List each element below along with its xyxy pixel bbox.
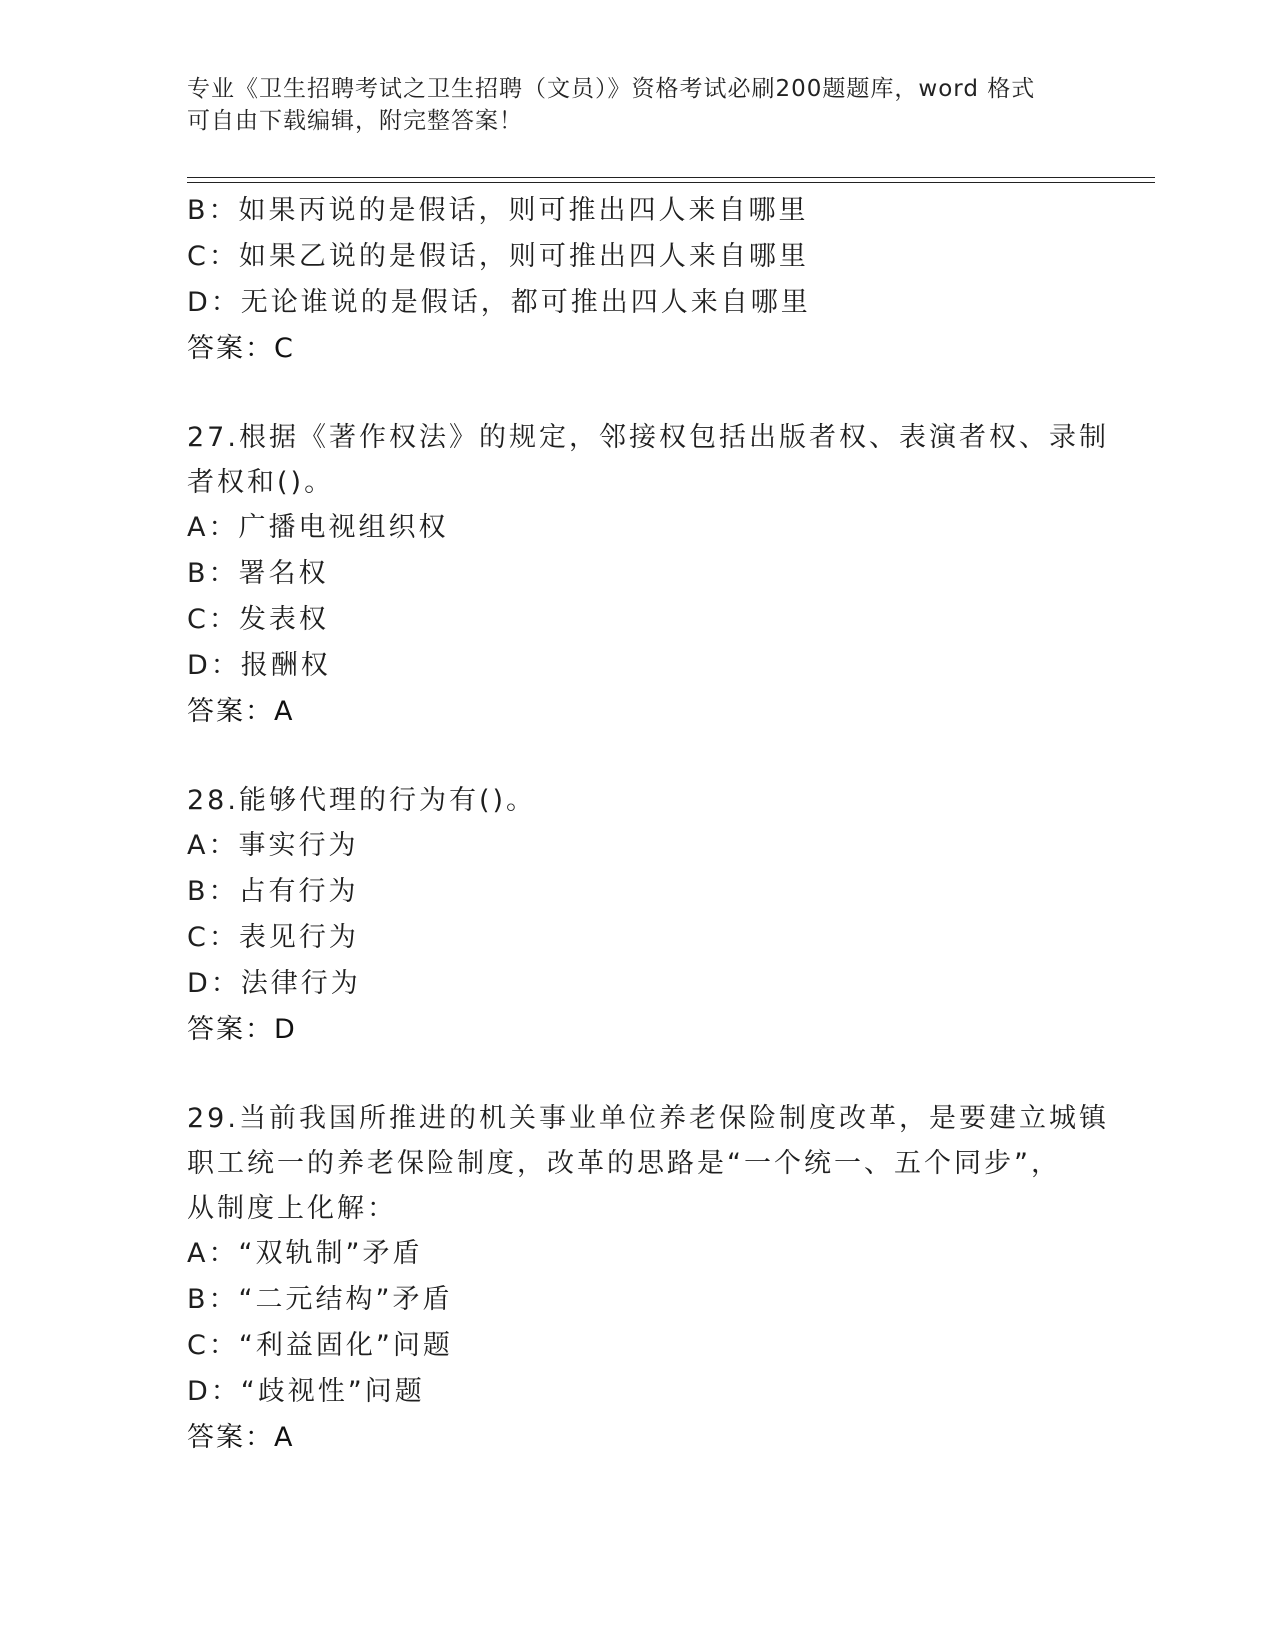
option-key: D： [187,287,241,318]
option-text: 表见行为 [238,922,359,953]
header-line-1: 专业《卫生招聘考试之卫生招聘（文员）》资格考试必刷200题题库，word 格式 [187,76,1036,102]
option-a [187,1231,1087,1277]
option-key: B： [187,876,239,907]
option-a [187,505,1087,551]
answer-line: 答案：A [187,696,295,727]
option-d [187,1369,1087,1415]
option-text: “双轨制”矛盾 [238,1238,423,1269]
header-divider-top [187,177,1155,178]
option-key: B： [187,195,239,226]
prev-question-block [187,188,1087,372]
option-key: C： [187,604,239,635]
question-stem: 从制度上化解： [187,1193,397,1224]
header-line-2: 可自由下载编辑，附完整答案！ [187,108,523,134]
option-key: A： [187,512,239,543]
option-c [187,1323,1087,1369]
option-b [187,1277,1087,1323]
option-a [187,823,1087,869]
option-d [187,643,1087,689]
option-key: D： [187,968,241,999]
option-d [187,961,1087,1007]
option-text: 事实行为 [238,830,359,861]
option-key: A： [187,830,239,861]
option-text: “二元结构”矛盾 [238,1284,453,1315]
option-key: C： [187,922,239,953]
option-text: 广播电视组织权 [238,512,449,543]
spacer [187,735,1087,778]
option-d [187,280,1087,326]
option-text: 占有行为 [238,876,359,907]
option-key: D： [187,1376,241,1407]
answer-line: 答案：D [187,1014,297,1045]
document-header [187,73,1087,137]
option-key: D： [187,650,241,681]
question-29 [187,1096,1109,1461]
option-key: C： [187,241,239,272]
question-stem: 职工统一的养老保险制度，改革的思路是“一个统一、五个同步”， [187,1148,1061,1179]
option-key: C： [187,1330,239,1361]
question-stem: 者权和()。 [187,467,335,498]
option-c [187,915,1087,961]
option-b [187,551,1087,597]
option-b [187,188,1087,234]
option-text: “利益固化”问题 [238,1330,453,1361]
spacer [187,372,1087,415]
question-28 [187,778,1087,1053]
option-text: 无论谁说的是假话，都可推出四人来自哪里 [240,287,811,318]
question-stem: 29.当前我国所推进的机关事业单位养老保险制度改革，是要建立城镇 [187,1103,1109,1134]
header-divider-bottom [187,182,1155,183]
option-key: A： [187,1238,239,1269]
option-b [187,869,1087,915]
option-key: B： [187,558,239,589]
question-stem: 28.能够代理的行为有()。 [187,785,537,816]
option-c [187,597,1087,643]
option-text: 如果乙说的是假话，则可推出四人来自哪里 [238,241,809,272]
answer-line: 答案：C [187,333,295,364]
answer-line: 答案：A [187,1422,295,1453]
option-text: 法律行为 [240,968,361,999]
option-text: “歧视性”问题 [240,1376,425,1407]
question-content [187,188,1109,1461]
option-text: 署名权 [238,558,329,589]
option-text: 如果丙说的是假话，则可推出四人来自哪里 [238,195,809,226]
option-c [187,234,1087,280]
option-text: 报酬权 [240,650,331,681]
question-27 [187,415,1109,735]
spacer [187,1053,1087,1096]
option-key: B： [187,1284,239,1315]
option-text: 发表权 [238,604,329,635]
question-stem: 27.根据《著作权法》的规定，邻接权包括出版者权、表演者权、录制 [187,422,1109,453]
